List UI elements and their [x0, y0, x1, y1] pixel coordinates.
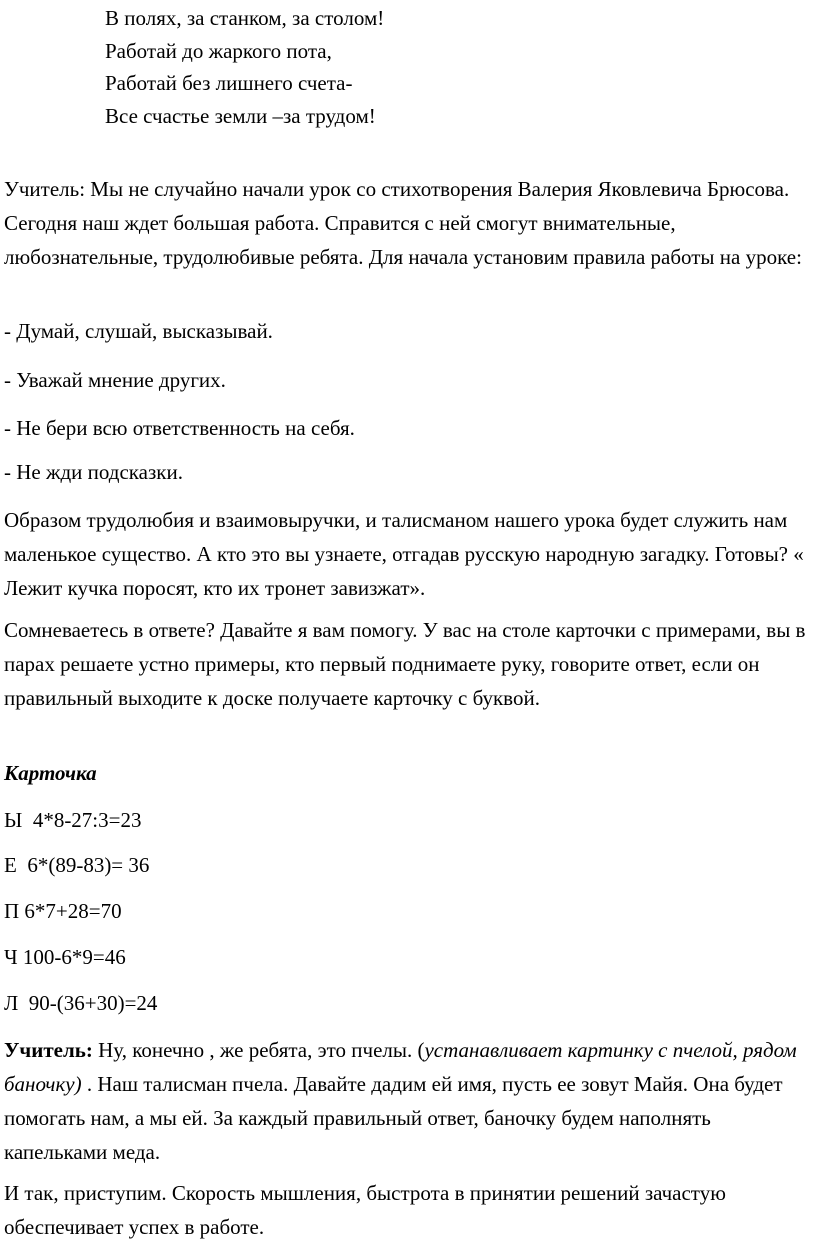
intro-paragraph: Учитель: Мы не случайно начали урок со стихотворения Валерия Яковлевича Брюсова. Сегодня наш ждет большая работа. Справится с ней смогут внимательные, любознательные, трудолюбивые ребята. Для начала установим правила работы на уроке:	[4, 177, 802, 269]
teacher-paragraph	[4, 1033, 816, 1169]
card-example: П 6*7+28=70	[4, 899, 122, 923]
poem-line: Работай до жаркого пота,	[105, 38, 332, 63]
teacher-stage-direction: устанавливает картинку с пчелой, рядом баночку)	[4, 1038, 797, 1096]
teacher-text: Ну, конечно , же ребята, это пчелы. (	[92, 1038, 425, 1062]
instructions-paragraph: Сомневаетесь в ответе? Давайте я вам помогу. У вас на столе карточки с примерами, вы в парах решаете устно примеры, кто первый поднимаете руку, говорите ответ, если он правильный выходите к доске получаете карточку с буквой.	[4, 618, 806, 710]
rule-item: - Не бери всю ответственность на себя.	[4, 416, 355, 440]
card-example: Е 6*(89-83)= 36	[4, 853, 150, 877]
poem	[105, 2, 384, 132]
poem-line: Все счастье земли –за трудом!	[105, 103, 376, 128]
card-example: Ы 4*8-27:3=23	[4, 808, 142, 832]
card-example: Л 90-(36+30)=24	[4, 991, 158, 1015]
teacher-label: Учитель:	[4, 1038, 93, 1062]
rule-item: - Уважай мнение других.	[4, 368, 226, 392]
riddle-paragraph: Образом трудолюбия и взаимовыручки, и талисманом нашего урока будет служить нам маленькое существо. А кто это вы узнаете, отгадав русскую народную загадку. Готовы? « Лежит кучка поросят, кто их тронет завизжат».	[4, 508, 804, 600]
closing-paragraph: И так, приступим. Скорость мышления, быстрота в принятии решений зачастую обеспечивает успех в работе.	[4, 1181, 726, 1239]
teacher-text: . Наш талисман пчела. Давайте дадим ей имя, пусть ее зовут Майя. Она будет помогать нам, а мы ей. За каждый правильный ответ, баночку будем наполнять капельками меда.	[4, 1072, 783, 1164]
rule-item: - Не жди подсказки.	[4, 460, 183, 484]
poem-line: В полях, за станком, за столом!	[105, 6, 385, 30]
poem-line: Работай без лишнего счета-	[105, 71, 353, 95]
card-example: Ч 100-6*9=46	[4, 945, 126, 969]
rule-item: - Думай, слушай, высказывай.	[4, 319, 273, 343]
card-heading: Карточка	[4, 761, 97, 785]
